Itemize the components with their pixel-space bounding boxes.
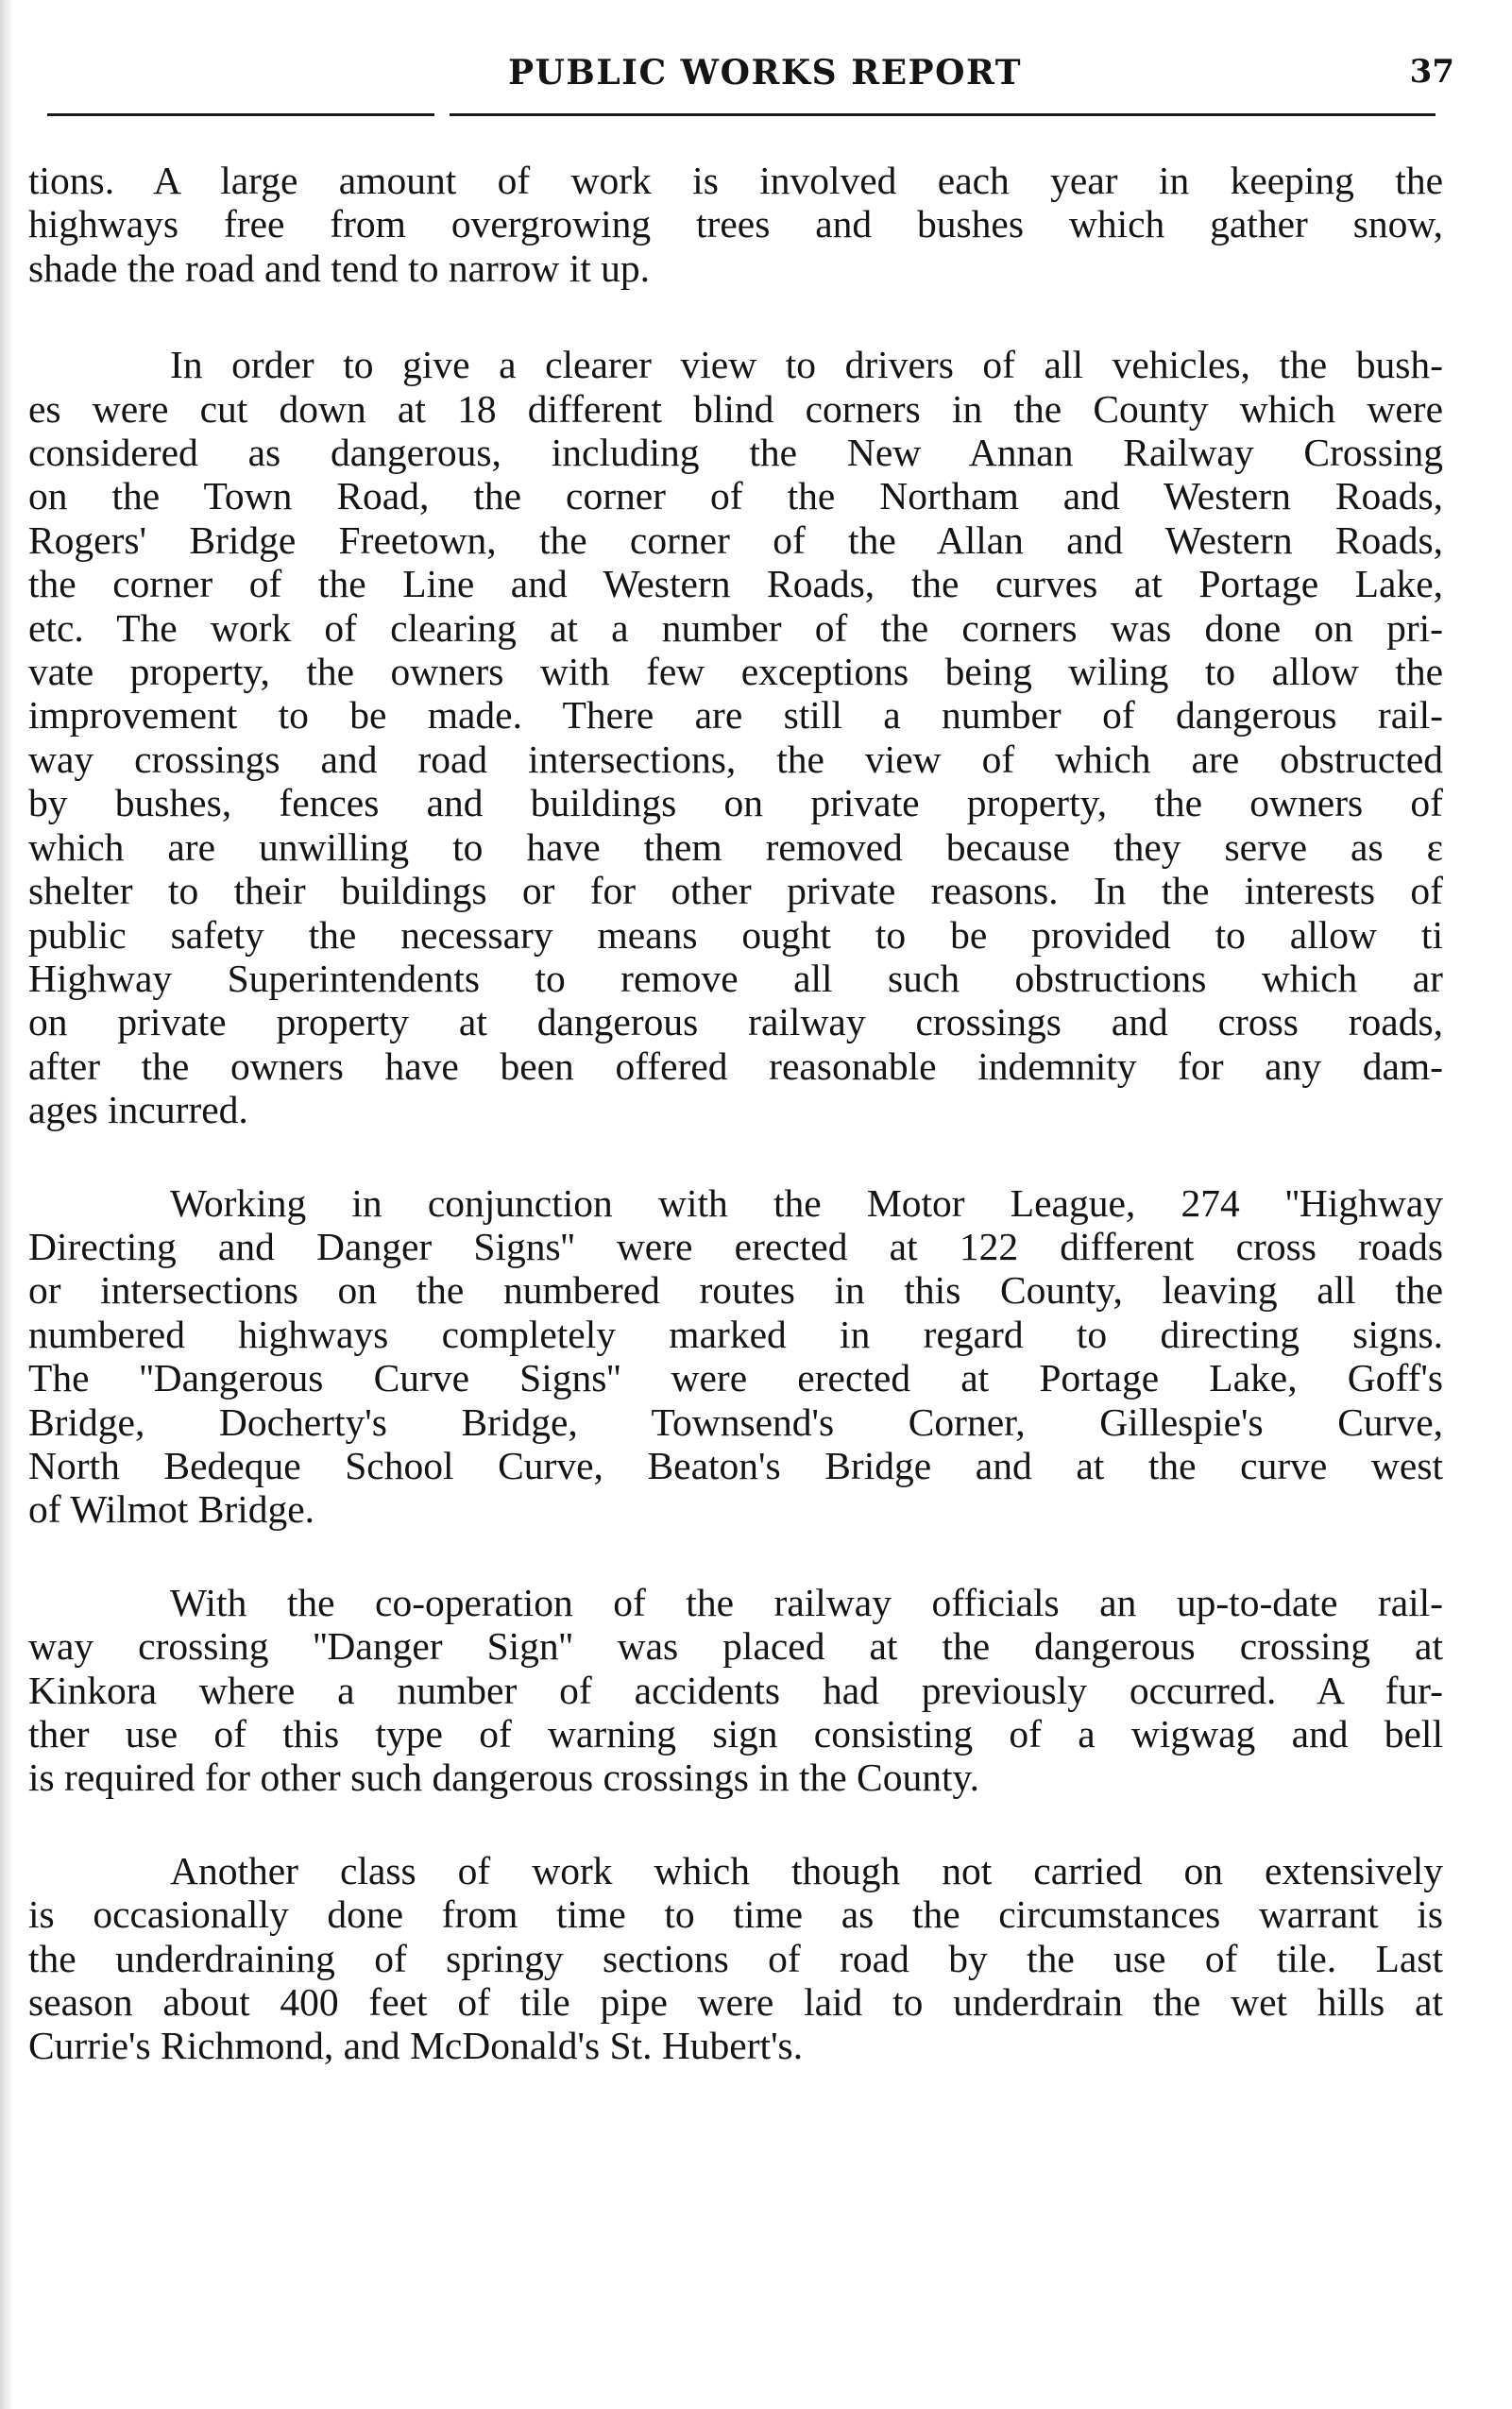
text-line: ther use of this type of warning sign consisting of a wigwag and bell — [28, 1712, 1443, 1756]
text-line: etc. The work of clearing at a number of the corners was done on pri- — [28, 605, 1443, 650]
text-line: North Bedeque School Curve, Beaton's Bridge and at the curve west — [28, 1443, 1443, 1487]
text-line: after the owners have been offered reasonable indemnity for any dam- — [28, 1043, 1443, 1088]
page-number: 37 — [1409, 53, 1454, 91]
text-line: the corner of the Line and Western Roads, the curves at Portage Lake, — [28, 562, 1443, 606]
text-line: public safety the necessary means ought to be provided to allow ti — [28, 912, 1443, 957]
text-line: numbered highways completely marked in regard to directing signs. — [28, 1312, 1443, 1356]
text-line: season about 400 feet of tile pipe were laid to underdrain the wet hills at — [28, 1980, 1443, 2025]
text-line: With the co-operation of the railway officials an up-to-date rail- — [170, 1580, 1443, 1624]
text-line: on the Town Road, the corner of the Northam and Western Roads, — [28, 474, 1443, 518]
text-line: shelter to their buildings or for other private reasons. In the interests of — [28, 869, 1443, 913]
page-header — [38, 53, 1454, 119]
text-line: of Wilmot Bridge. — [28, 1487, 315, 1532]
text-line: Currie's Richmond, and McDonald's St. Hubert's. — [28, 2024, 804, 2068]
text-line: tions. A large amount of work is involved each year in keeping the — [28, 159, 1443, 202]
text-line: The ''Dangerous Curve Signs'' were erected at Portage Lake, Goff's — [28, 1356, 1443, 1400]
text-line: Working in conjunction with the Motor League, 274 ''Highway — [170, 1180, 1443, 1225]
text-line: shade the road and tend to narrow it up. — [28, 246, 651, 290]
text-line: vate property, the owners with few exceptions being wiling to allow the — [28, 650, 1443, 694]
text-line: is occasionally done from time to time as the circumstances warrant is — [28, 1892, 1443, 1937]
text-line: by bushes, fences and buildings on private property, the owners of — [28, 781, 1443, 825]
text-line: In order to give a clearer view to drivers of all vehicles, the bush- — [170, 343, 1443, 387]
header-rule-gap — [434, 110, 450, 119]
text-line: highways free from overgrowing trees and bushes which gather snow, — [28, 202, 1443, 246]
text-line: the underdraining of springy sections of road by the use of tile. Last — [28, 1936, 1443, 1980]
text-line: way crossing ''Danger Sign'' was placed at the dangerous crossing at — [28, 1624, 1443, 1669]
text-line: Kinkora where a number of accidents had previously occurred. A fur- — [28, 1668, 1443, 1712]
text-line: Directing and Danger Signs'' were erected at 122 different cross roads — [28, 1224, 1443, 1268]
text-line: or intersections on the numbered routes in this County, leaving all the — [28, 1268, 1443, 1313]
scan-edge-shadow — [0, 0, 13, 2409]
text-line: way crossings and road intersections, the view of which are obstructed — [28, 737, 1443, 781]
running-title: PUBLIC WORKS REPORT — [507, 53, 1023, 93]
paragraph-1 — [28, 159, 1443, 290]
paragraph-5 — [28, 1849, 1443, 2068]
text-line: Highway Superintendents to remove all such obstructions which ar — [28, 956, 1443, 1000]
text-line: ages incurred. — [28, 1088, 248, 1132]
text-line: on private property at dangerous railway crossings and cross roads, — [28, 1000, 1443, 1044]
text-line: is required for other such dangerous crossings in the County. — [28, 1756, 979, 1800]
text-line: improvement to be made. There are still a number of dangerous rail- — [28, 693, 1443, 738]
text-line: Rogers' Bridge Freetown, the corner of the Allan and Western Roads, — [28, 517, 1443, 562]
paragraph-2 — [28, 343, 1443, 1131]
body-text — [28, 159, 1443, 2117]
paragraph-3 — [28, 1181, 1443, 1532]
header-rule — [47, 113, 1436, 116]
text-line: considered as dangerous, including the New Annan Railway Crossing — [28, 431, 1443, 475]
text-line: which are unwilling to have them removed because they serve as ε — [28, 824, 1443, 869]
paragraph-4 — [28, 1581, 1443, 1800]
text-line: es were cut down at 18 different blind corners in the County which were — [28, 386, 1443, 431]
text-line: Bridge, Docherty's Bridge, Townsend's Corner, Gillespie's Curve, — [28, 1400, 1443, 1444]
text-line: Another class of work which though not carried on extensively — [170, 1848, 1443, 1892]
